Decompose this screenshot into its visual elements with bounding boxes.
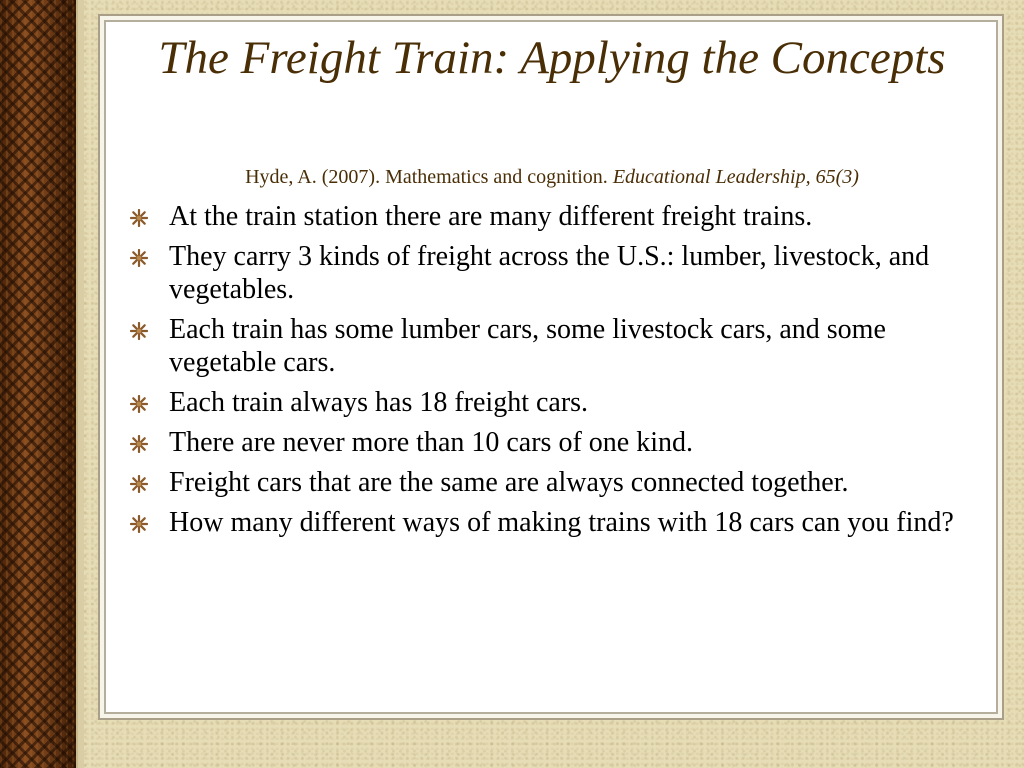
bullet-item <box>130 426 975 459</box>
starburst-bullet-icon <box>130 395 148 413</box>
bullet-text: At the train station there are many different freight trains. <box>169 201 813 232</box>
bullet-item <box>130 466 975 499</box>
starburst-bullet-icon <box>130 249 148 267</box>
decorative-side-strip <box>0 0 78 768</box>
citation <box>110 165 994 189</box>
bullet-text: There are never more than 10 cars of one kind. <box>169 427 693 458</box>
bullet-text: Each train always has 18 freight cars. <box>169 387 589 418</box>
bullet-item <box>130 313 975 379</box>
bullet-item <box>130 200 975 233</box>
starburst-bullet-icon <box>130 475 148 493</box>
citation-text: Hyde, A. (2007). Mathematics and cognition. <box>245 166 613 188</box>
bullet-list <box>130 200 975 546</box>
bullet-item <box>130 240 975 306</box>
bullet-item <box>130 386 975 419</box>
bullet-text: Each train has some lumber cars, some livestock cars, and some vegetable cars. <box>169 314 886 378</box>
starburst-bullet-icon <box>130 209 148 227</box>
bullet-item <box>130 506 975 539</box>
starburst-bullet-icon <box>130 322 148 340</box>
citation-journal: Educational Leadership, 65(3) <box>612 166 859 188</box>
slide-title: The Freight Train: Applying the Concepts <box>158 32 946 84</box>
bullet-text: Freight cars that are the same are always connected together. <box>169 467 849 498</box>
bullet-text: How many different ways of making trains with 18 cars can you find? <box>169 507 954 538</box>
starburst-bullet-icon <box>130 515 148 533</box>
bullet-text: They carry 3 kinds of freight across the U.S.: lumber, livestock, and vegetables. <box>169 241 930 305</box>
starburst-bullet-icon <box>130 435 148 453</box>
